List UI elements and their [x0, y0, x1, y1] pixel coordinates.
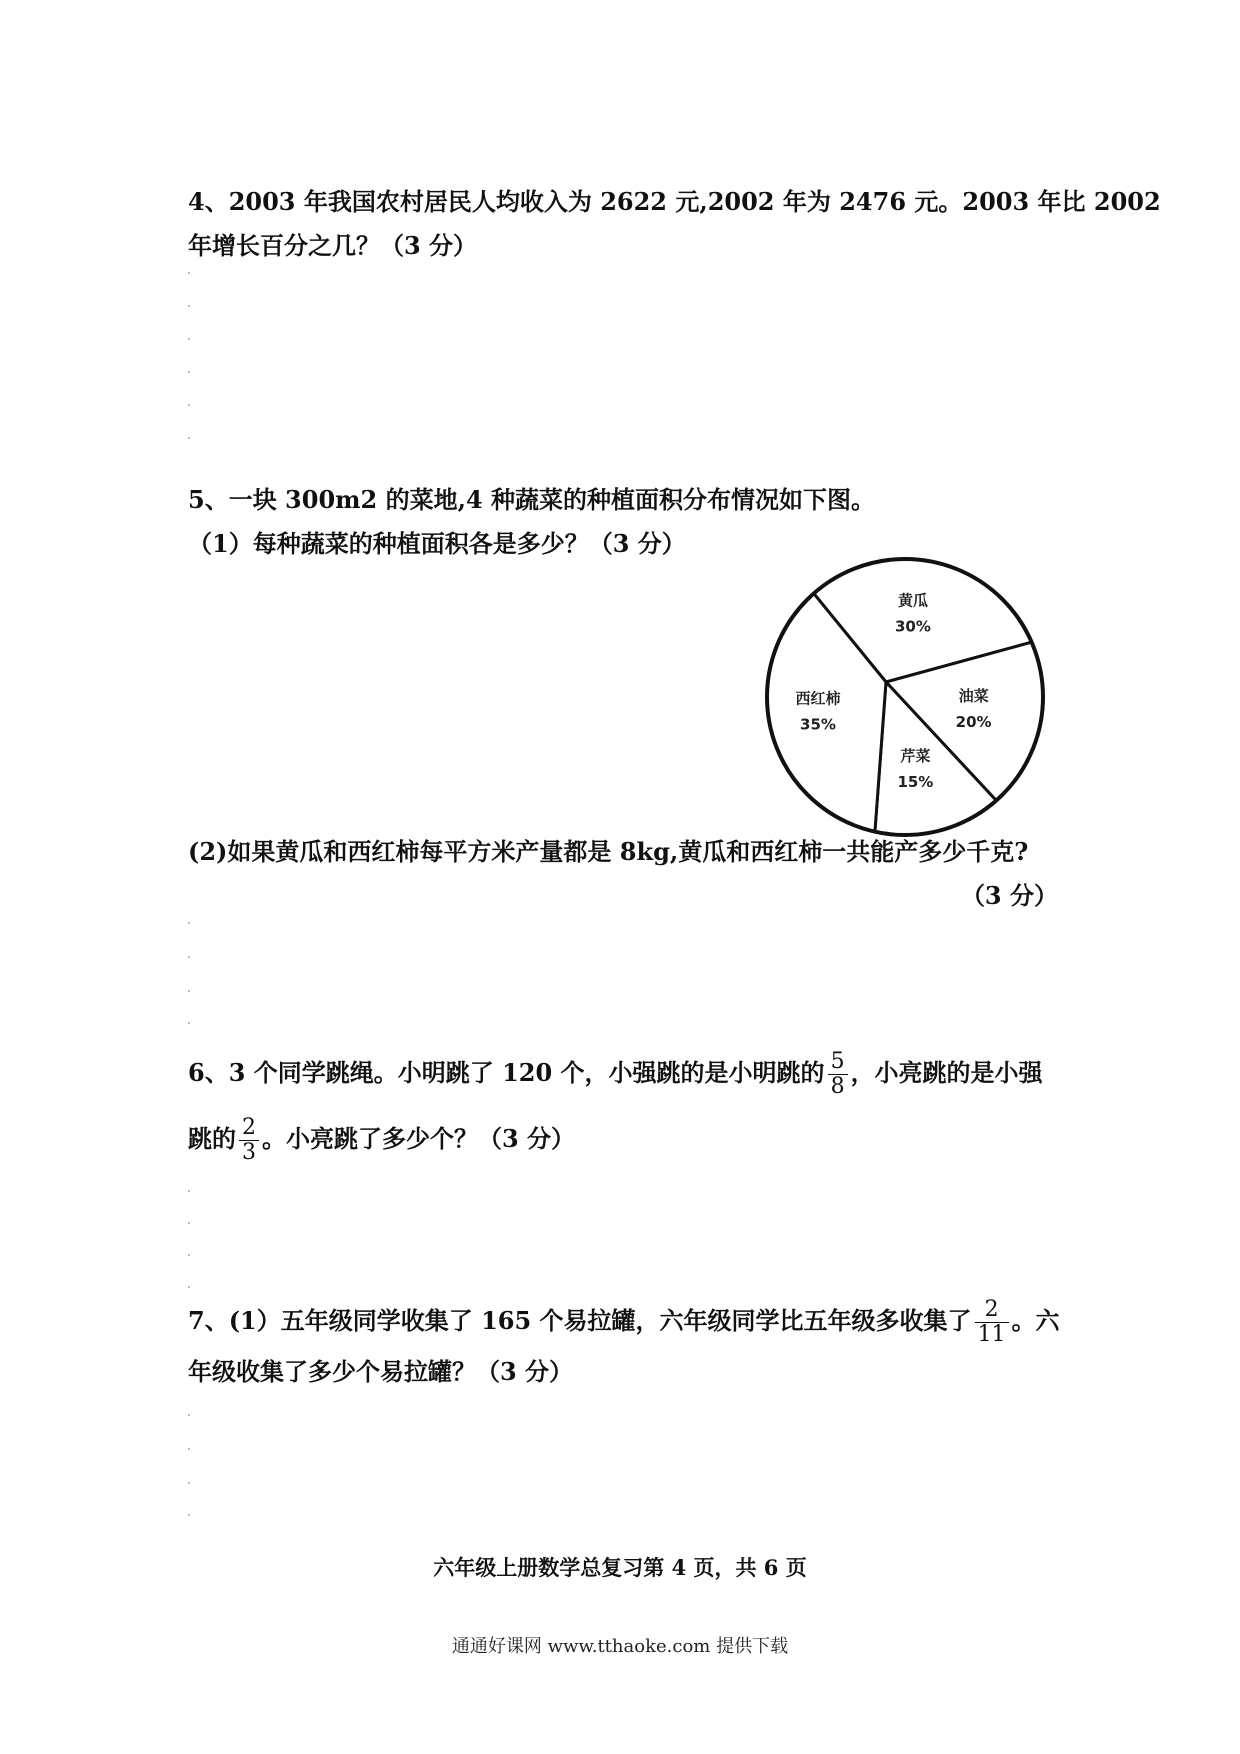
answer-space-dot: [188, 1022, 190, 1024]
pie-slice-percent: 20%: [955, 712, 992, 731]
fraction-two-elevenths: [975, 1298, 1009, 1347]
question-6: [188, 1040, 1058, 1172]
fraction-five-eighths: [828, 1050, 848, 1099]
answer-space-dot: [188, 437, 190, 439]
question-5-part-2-line-2: （3 分）: [960, 881, 1058, 910]
question-6-text-d: 。小亮跳了多少个？（3 分）: [262, 1124, 576, 1153]
question-6-text-b: ，小亮跳的是小强: [850, 1058, 1043, 1087]
question-6-text-a: 6、3 个同学跳绳。小明跳了 120 个，小强跳的是小明跳的: [188, 1058, 825, 1087]
answer-space-dot: [188, 1286, 190, 1288]
question-5-part-2-line-1: (2)如果黄瓜和西红柿每平方米产量都是 8kg,黄瓜和西红柿一共能产多少千克?: [188, 837, 1029, 866]
question-5-part-2: [188, 830, 1058, 918]
answer-space-dot: [188, 1190, 190, 1192]
question-7: [188, 1296, 1058, 1397]
vegetable-area-pie-chart: [760, 552, 1050, 842]
answer-space-dot: [188, 371, 190, 373]
answer-space-dot: [188, 272, 190, 274]
pie-slice-percent: 30%: [895, 617, 931, 636]
page-footer: 六年级上册数学总复习第 4 页，共 6 页: [433, 1555, 807, 1580]
question-4-line-2: 年增长百分之几？（3 分）: [188, 231, 478, 260]
answer-space-dot: [188, 338, 190, 340]
question-6-line-2: [188, 1106, 1058, 1172]
answer-space-dot: [188, 922, 190, 924]
answer-space-dot: [188, 1254, 190, 1256]
answer-space-dot: [188, 1414, 190, 1416]
pie-slice-name: 西红柿: [795, 689, 841, 708]
pie-slice-percent: 35%: [800, 715, 836, 734]
answer-space-dot: [188, 305, 190, 307]
question-7-text-b: 。六: [1011, 1306, 1060, 1335]
source-note: 通通好课网 www.tthaoke.com 提供下载: [451, 1636, 789, 1657]
question-5-line-1: 5、一块 300m2 的菜地,4 种蔬菜的种植面积分布情况如下图。: [188, 485, 876, 514]
question-7-line-1: [188, 1296, 1058, 1347]
pie-slice-name: 芹菜: [900, 747, 931, 766]
answer-space-dot: [188, 404, 190, 406]
question-4-line-1: 4、2003 年我国农村居民人均收入为 2622 元,2002 年为 2476 元。2003 年比 2002: [188, 187, 1161, 216]
fraction-denominator: 3: [242, 1140, 256, 1165]
question-6-line-1: [188, 1040, 1058, 1106]
pie-slice-percent: 15%: [897, 773, 934, 792]
answer-space-dot: [188, 1448, 190, 1450]
question-6-text-c: 跳的: [188, 1124, 236, 1153]
fraction-two-thirds: [239, 1116, 259, 1165]
pie-slice-name: 黄瓜: [897, 591, 928, 610]
answer-space-dot: [188, 1482, 190, 1484]
fraction-numerator: 2: [239, 1116, 259, 1141]
answer-space-dot: [188, 1222, 190, 1224]
question-7-text-a: 7、(1）五年级同学收集了 165 个易拉罐，六年级同学比五年级多收集了: [188, 1306, 972, 1335]
pie-slice-name: 油菜: [958, 686, 989, 705]
question-4: [188, 180, 1161, 268]
answer-space-dot: [188, 1514, 190, 1516]
fraction-numerator: 5: [828, 1050, 848, 1075]
answer-space-dot: [188, 990, 190, 992]
question-7-line-2: 年级收集了多少个易拉罐？（3 分）: [188, 1357, 574, 1386]
fraction-denominator: 8: [830, 1074, 845, 1099]
fraction-numerator: 2: [975, 1298, 1009, 1323]
fraction-denominator: 11: [977, 1322, 1006, 1347]
question-5-part-1: （1）每种蔬菜的种植面积各是多少？（3 分）: [188, 529, 686, 558]
pie-chart-svg: [760, 552, 1050, 842]
answer-space-dot: [188, 956, 190, 958]
